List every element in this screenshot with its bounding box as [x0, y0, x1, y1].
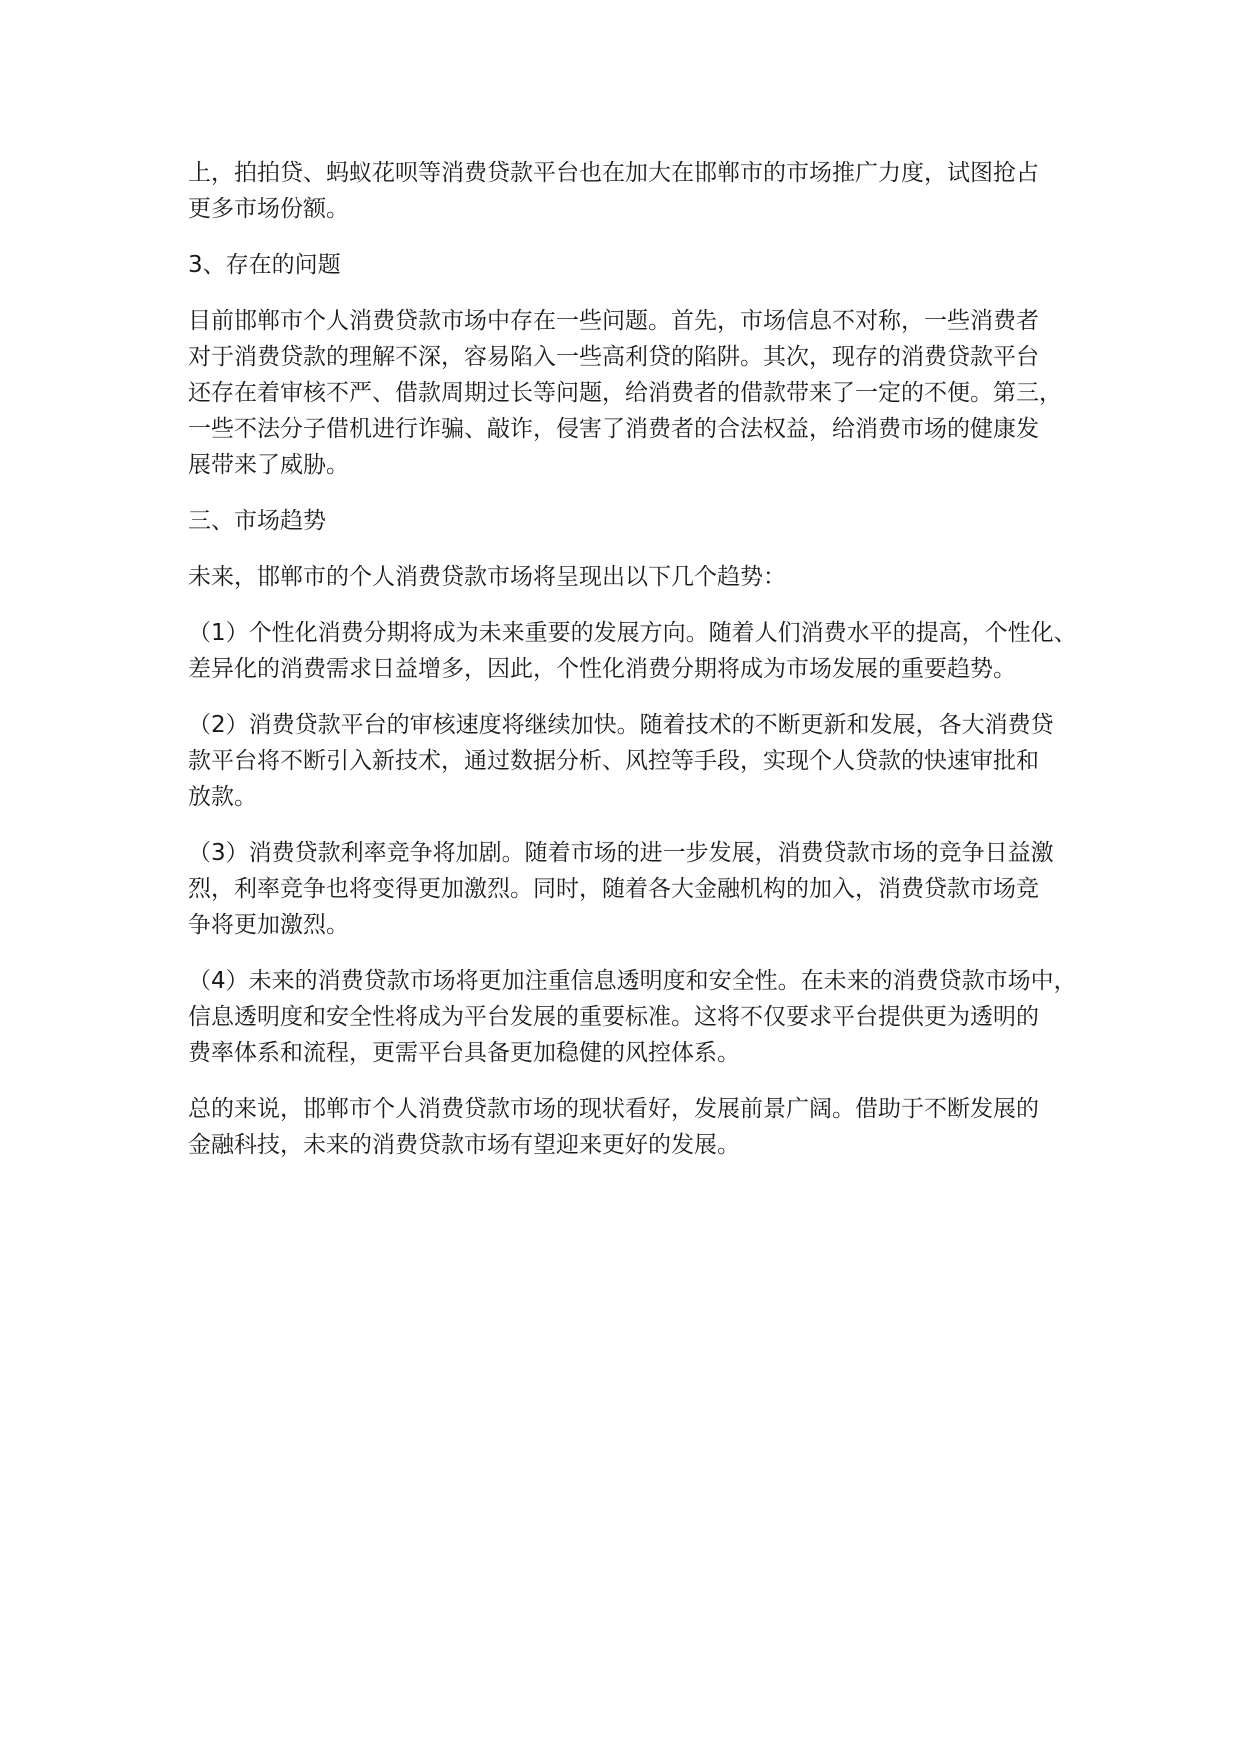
text-line: 对于消费贷款的理解不深，容易陷入一些高利贷的陷阱。其次，现存的消费贷款平台 — [188, 344, 1039, 370]
document-body — [188, 155, 1078, 1183]
text-line: 争将更加激烈。 — [188, 912, 349, 938]
paragraph-trend-4 — [188, 963, 1078, 1071]
paragraph-conclusion — [188, 1091, 1078, 1163]
text-line: 目前邯郸市个人消费贷款市场中存在一些问题。首先，市场信息不对称，一些消费者 — [188, 308, 1039, 334]
text-line: 款平台将不断引入新技术，通过数据分析、风控等手段，实现个人贷款的快速审批和 — [188, 748, 1039, 774]
paragraph-market-promotion — [188, 155, 1078, 227]
text-line: （2）消费贷款平台的审核速度将继续加快。随着技术的不断更新和发展，各大消费贷 — [188, 712, 1054, 738]
paragraph-trend-2 — [188, 707, 1078, 815]
text-line: 上，拍拍贷、蚂蚁花呗等消费贷款平台也在加大在邯郸市的市场推广力度，试图抢占 — [188, 160, 1039, 186]
text-line: 未来，邯郸市的个人消费贷款市场将呈现出以下几个趋势： — [188, 564, 786, 590]
text-line: 金融科技，未来的消费贷款市场有望迎来更好的发展。 — [188, 1132, 740, 1158]
text-line: 烈，利率竞争也将变得更加激烈。同时，随着各大金融机构的加入，消费贷款市场竞 — [188, 876, 1039, 902]
text-line: 总的来说，邯郸市个人消费贷款市场的现状看好，发展前景广阔。借助于不断发展的 — [188, 1096, 1039, 1122]
text-line: （4）未来的消费贷款市场将更加注重信息透明度和安全性。在未来的消费贷款市场中， — [188, 968, 1077, 994]
text-line: 还存在着审核不严、借款周期过长等问题，给消费者的借款带来了一定的不便。第三， — [188, 380, 1062, 406]
heading-text: 3、存在的问题 — [188, 252, 341, 278]
section-heading-market-trends — [188, 503, 1078, 539]
section-heading-existing-problems — [188, 247, 1078, 283]
text-line: 放款。 — [188, 784, 257, 810]
text-line: （3）消费贷款利率竞争将加剧。随着市场的进一步发展，消费贷款市场的竞争日益激 — [188, 840, 1054, 866]
text-line: 信息透明度和安全性将成为平台发展的重要标准。这将不仅要求平台提供更为透明的 — [188, 1004, 1039, 1030]
text-line: 费率体系和流程，更需平台具备更加稳健的风控体系。 — [188, 1040, 740, 1066]
paragraph-trend-3 — [188, 835, 1078, 943]
text-line: 差异化的消费需求日益增多，因此，个性化消费分期将成为市场发展的重要趋势。 — [188, 656, 1016, 682]
paragraph-trend-1 — [188, 615, 1078, 687]
paragraph-existing-problems — [188, 303, 1078, 483]
heading-text: 三、市场趋势 — [188, 508, 326, 534]
paragraph-trends-intro — [188, 559, 1078, 595]
text-line: 一些不法分子借机进行诈骗、敲诈，侵害了消费者的合法权益，给消费市场的健康发 — [188, 416, 1039, 442]
text-line: 展带来了威胁。 — [188, 452, 349, 478]
text-line: （1）个性化消费分期将成为未来重要的发展方向。随着人们消费水平的提高，个性化、 — [188, 620, 1077, 646]
text-line: 更多市场份额。 — [188, 196, 349, 222]
